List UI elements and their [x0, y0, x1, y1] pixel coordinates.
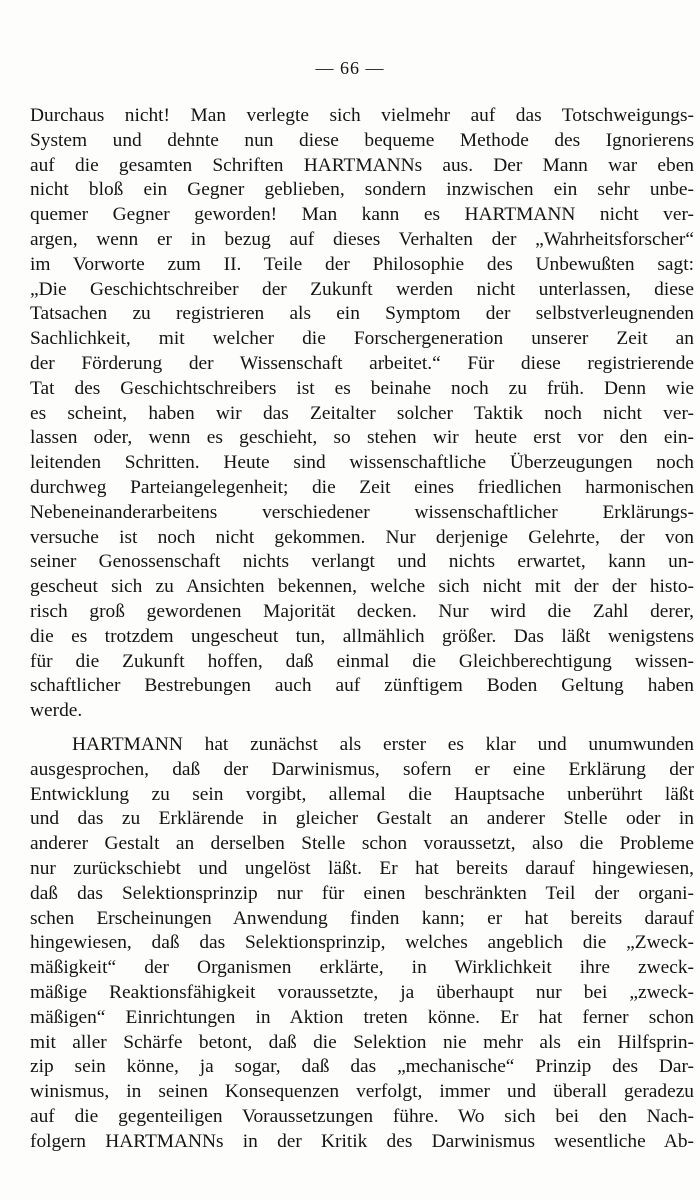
- text-line: argen, wenn er in bezug auf dieses Verhalten der „Wahrheitsforscher“: [30, 228, 694, 250]
- text-line: schaftlicher Bestrebungen auch auf zünftigem Boden Geltung haben: [30, 675, 694, 697]
- text-line: werde.: [30, 700, 83, 722]
- text-line: daß das Selektionsprinzip nur für einen beschränkten Teil der organi-: [30, 882, 694, 904]
- text-line: es scheint, haben wir das Zeitalter solcher Taktik noch nicht ver-: [30, 402, 694, 424]
- page-number: — 66 —: [315, 58, 385, 78]
- text-line: Nebeneinanderarbeitens verschiedener wissenschaftlicher Erklärungs-: [30, 501, 694, 523]
- text-line: versuche ist noch nicht gekommen. Nur derjenige Gelehrte, der von: [30, 526, 694, 548]
- text-line: hingewiesen, daß das Selektionsprinzip, welches angeblich die „Zweck-: [30, 932, 694, 954]
- text-line: Entwicklung zu sein vorgibt, allemal die Hauptsache unberührt läßt: [30, 783, 694, 805]
- text-line: für die Zukunft hoffen, daß einmal die Gleichberechtigung wissen-: [30, 650, 694, 672]
- text-line: Sachlichkeit, mit welcher die Forschergeneration unserer Zeit an: [30, 328, 694, 350]
- text-line: der Förderung der Wissenschaft arbeitet.“ Für diese registrierende: [30, 352, 694, 374]
- text-line: mäßigkeit“ der Organismen erklärte, in Wirklichkeit ihre zweck-: [30, 957, 694, 979]
- text-line: auf die gegenteiligen Voraussetzungen führe. Wo sich bei den Nach-: [30, 1105, 694, 1127]
- text-line: nicht bloß ein Gegner geblieben, sondern inzwischen ein sehr unbe-: [30, 179, 694, 201]
- text-line: „Die Geschichtschreiber der Zukunft werden nicht unterlassen, diese: [30, 278, 694, 300]
- text-line: mäßige Reaktionsfähigkeit voraussetzte, ja überhaupt nur bei „zweck-: [30, 981, 694, 1003]
- text-line: leitenden Schritten. Heute sind wissenschaftliche Überzeugungen noch: [30, 452, 694, 474]
- text-line: mäßigen“ Einrichtungen in Aktion treten könne. Er hat ferner schon: [30, 1006, 694, 1028]
- text-line: auf die gesamten Schriften HARTMANNs aus. Der Mann war eben: [30, 154, 694, 176]
- text-line: System und dehnte nun diese bequeme Methode des Ignorierens: [30, 129, 694, 151]
- text-line: Tat des Geschichtschreibers ist es beinahe noch zu früh. Denn wie: [30, 377, 694, 399]
- text-line: HARTMANN hat zunächst als erster es klar und unumwunden: [72, 734, 694, 755]
- text-line: winismus, in seinen Konsequenzen verfolgt, immer und überall geradezu: [30, 1081, 694, 1103]
- text-line: die es trotzdem ungescheut tun, allmählich größer. Das läßt wenigstens: [30, 625, 694, 647]
- paragraph-2: [30, 733, 694, 1155]
- text-line: nur zurückschiebt und ungelöst läßt. Er hat bereits darauf hingewiesen,: [30, 857, 694, 879]
- text-line: gescheut sich zu Ansichten bekennen, welche sich nicht mit der der histo-: [30, 576, 694, 598]
- text-line: mit aller Schärfe betont, daß die Selektion nie mehr als ein Hilfsprin-: [30, 1031, 694, 1053]
- text-line: Durchaus nicht! Man verlegte sich vielmehr auf das Totschweigungs-: [30, 105, 694, 126]
- text-line: ausgesprochen, daß der Darwinismus, sofern er eine Erklärung der: [30, 758, 694, 780]
- text-line: und das zu Erklärende in gleicher Gestalt an anderer Stelle oder in: [30, 808, 694, 830]
- text-line: anderer Gestalt an derselben Stelle schon voraussetzt, also die Probleme: [30, 833, 694, 855]
- text-line: schen Erscheinungen Anwendung finden kann; er hat bereits darauf: [30, 907, 694, 929]
- text-line: quemer Gegner geworden! Man kann es HARTMANN nicht ver-: [30, 204, 694, 226]
- paragraph-1: [30, 104, 694, 724]
- text-line: Tatsachen zu registrieren als ein Symptom der selbstverleugnenden: [30, 303, 694, 325]
- text-line: zip sein könne, ja sogar, daß das „mechanische“ Prinzip des Dar-: [30, 1056, 694, 1078]
- text-line: lassen oder, wenn es geschieht, so stehen wir heute erst vor den ein-: [30, 427, 694, 449]
- text-line: risch groß gewordenen Majorität decken. Nur wird die Zahl derer,: [30, 600, 694, 622]
- text-line: folgern HARTMANNs in der Kritik des Darwinismus wesentliche Ab-: [30, 1130, 694, 1152]
- text-line: im Vorworte zum II. Teile der Philosophie des Unbewußten sagt:: [30, 253, 694, 275]
- text-line: durchweg Parteiangelegenheit; die Zeit eines friedlichen harmonischen: [30, 476, 694, 498]
- text-line: seiner Genossenschaft nichts verlangt und nichts erwartet, kann un-: [30, 551, 694, 573]
